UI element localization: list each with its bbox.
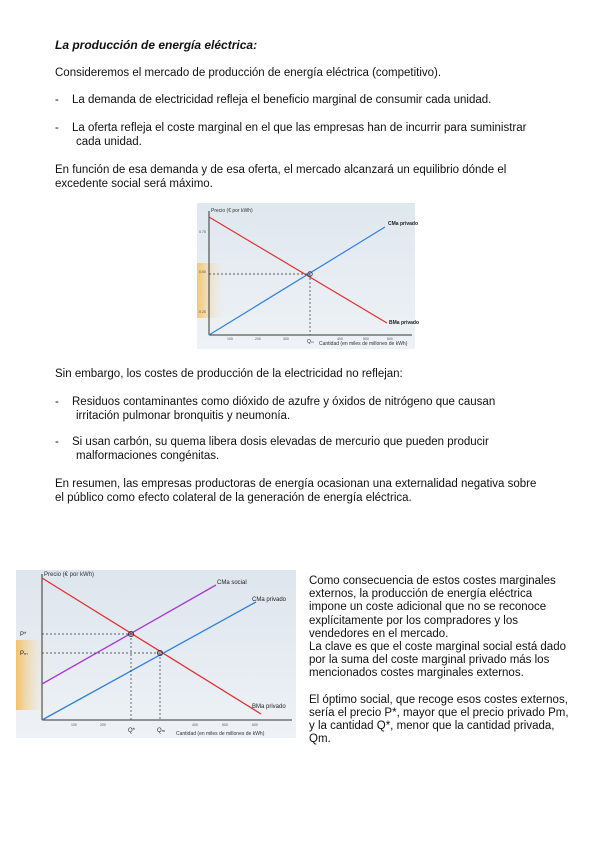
bullet-dash: -	[55, 436, 59, 448]
side-paragraph-2: La clave es que el coste marginal social está dado por la suma del coste marginal privado más los mencionados costes marginales externos.	[309, 641, 566, 680]
bullet-carbon-line2: malformaciones congénitas.	[76, 450, 220, 462]
side-text	[309, 575, 569, 746]
summary-line2: el público como efecto colateral de la generación de energía eléctrica.	[55, 492, 412, 504]
x-tick: 100	[71, 723, 77, 727]
equilibrium-line1: En función de esa demanda y de esa oferta, el mercado alcanzará un equilibrio dónde el	[55, 164, 507, 176]
x-axis-label: Cantidad (en miles de millones de kWh)	[319, 341, 408, 347]
y-tick: 0.25	[199, 310, 206, 314]
however-paragraph: Sin embargo, los costes de producción de la electricidad no reflejan:	[55, 368, 403, 380]
bullet-dash: -	[55, 396, 59, 408]
x-tick: 400	[192, 723, 198, 727]
x-tick: 200	[100, 723, 106, 727]
x-tick: 500	[363, 337, 369, 341]
intro-paragraph: Consideremos el mercado de producción de energía eléctrica (competitivo).	[55, 67, 442, 79]
p-star-label: P*	[20, 632, 27, 638]
legend-cma-social: CMa social	[217, 580, 247, 586]
x-tick: 400	[337, 337, 343, 341]
x-axis-label: Cantidad (en miles de millones de kWh)	[176, 731, 265, 737]
y-axis-label: Precio (€ por kWh)	[44, 572, 95, 578]
legend-bma-privado: BMa privado	[252, 704, 286, 710]
bullet-residuos-line2: irritación pulmonar bronquitis y neumonía.	[76, 410, 291, 422]
externality-chart	[16, 570, 296, 738]
x-tick: 600	[252, 723, 258, 727]
y-tick: 0.75	[199, 230, 206, 234]
side-paragraph-3: El óptimo social, que recoge esos costes externos, sería el precio P*, mayor que el precio privado Pm, y la cantidad Q*, menor que la cantidad privada, Qm.	[309, 693, 569, 746]
pm-label: Pₘ	[20, 651, 28, 657]
bullet-supply-line2: cada unidad.	[76, 136, 142, 148]
legend-cma-privado: CMa privado	[388, 221, 419, 227]
y-tick: 0.50	[199, 270, 206, 274]
equilibrium-line2: excedente social será máximo.	[55, 178, 213, 190]
bullet-demand: La demanda de electricidad refleja el beneficio marginal de consumir cada unidad.	[72, 94, 492, 106]
x-tick: 100	[227, 337, 233, 341]
bullet-dash: -	[55, 94, 59, 106]
summary-line1: En resumen, las empresas productoras de energía ocasionan una externalidad negativa sobre	[55, 478, 537, 490]
legend-bma-privado: BMa privado	[389, 320, 420, 326]
x-tick: 600	[387, 337, 393, 341]
x-tick: 300	[283, 337, 289, 341]
market-equilibrium-chart	[197, 203, 420, 349]
market-equilibrium-svg	[197, 203, 420, 349]
chart-background	[16, 570, 296, 738]
y-axis-label: Precio (€ por kWh)	[211, 208, 253, 214]
externality-svg	[16, 570, 296, 738]
bullet-supply-line1: La oferta refleja el coste marginal en el que las empresas han de incurrir para suministrar	[72, 122, 527, 134]
qm-label: Qₘ	[157, 728, 166, 734]
legend-cma-privado: CMa privado	[252, 597, 287, 603]
bullet-dash: -	[55, 122, 59, 134]
bullet-carbon-line1: Si usan carbón, su quema libera dosis elevadas de mercurio que pueden producir	[72, 436, 489, 448]
side-paragraph-1: Como consecuencia de estos costes marginales externos, la producción de energía eléctrica impone un coste adicional que no se reconoce explícitamente por los compradores y los vendedores en el mercado.	[309, 575, 556, 640]
x-tick: 500	[222, 723, 228, 727]
x-tick: 200	[255, 337, 261, 341]
bullet-residuos-line1: Residuos contaminantes como dióxido de azufre y óxidos de nitrógeno que causan	[72, 396, 496, 408]
document-title: La producción de energía eléctrica:	[55, 38, 258, 52]
q-star-label: Q*	[128, 728, 136, 734]
qm-label: Qₘ	[307, 339, 315, 345]
